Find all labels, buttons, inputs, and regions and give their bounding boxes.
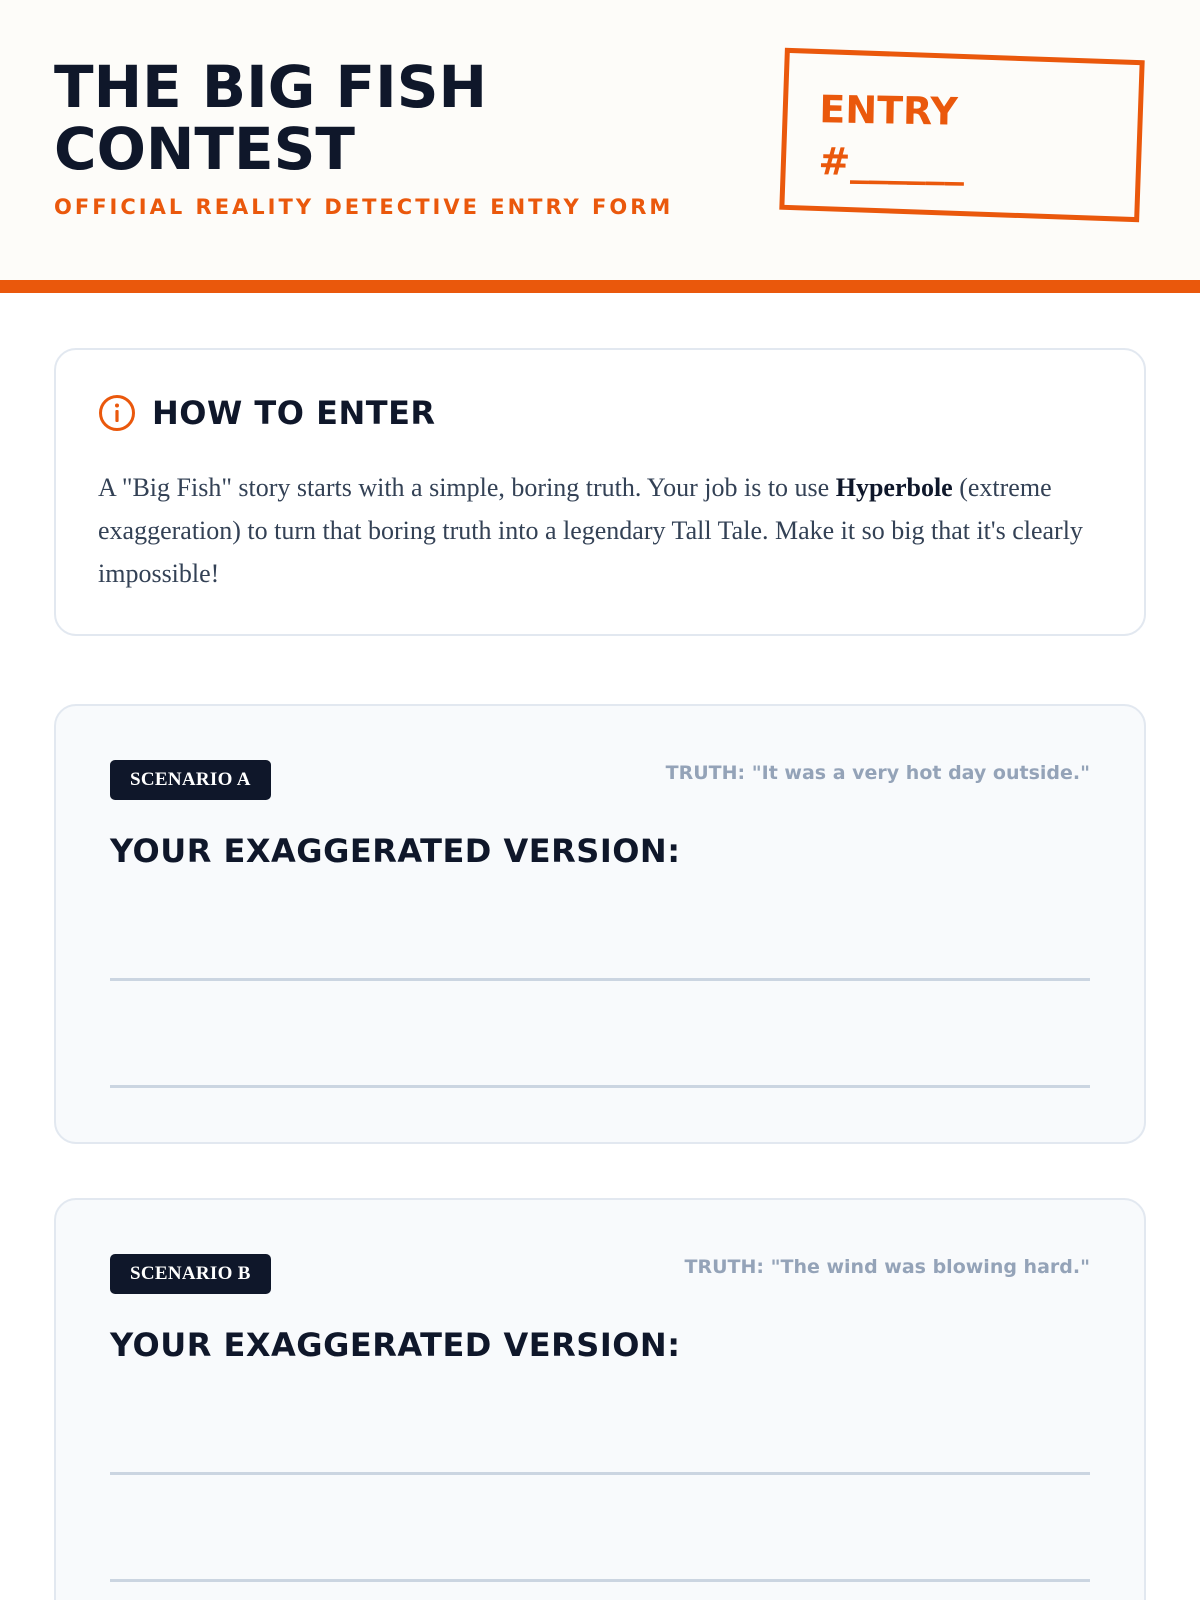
truth-statement: TRUTH: "The wind was blowing hard.": [684, 1256, 1090, 1278]
how-to-enter-heading: HOW TO ENTER: [152, 394, 436, 432]
page-title: [54, 53, 614, 183]
how-to-enter-text: [98, 466, 1098, 595]
answer-line[interactable]: [110, 1472, 1090, 1475]
intro-text-end: (extreme exaggeration) to turn that boring truth into a legendary Tall Tale. Make it so big that it's clearly impossible!: [98, 473, 1083, 588]
page-header: [0, 0, 1200, 280]
scenario-badge: SCENARIO B: [110, 1254, 271, 1294]
scenario-b-card: [54, 1198, 1146, 1600]
entry-number-stamp: [779, 48, 1144, 222]
info-icon: [98, 394, 136, 432]
title-line-1: THE BIG FISH: [54, 53, 488, 121]
answer-line[interactable]: [110, 1085, 1090, 1088]
exaggerated-version-label: YOUR EXAGGERATED VERSION:: [110, 832, 681, 870]
intro-keyword: Hyperbole: [835, 473, 953, 502]
exaggerated-version-label: YOUR EXAGGERATED VERSION:: [110, 1326, 681, 1364]
entry-number-blank: #______: [818, 139, 965, 186]
answer-line[interactable]: [110, 978, 1090, 981]
page-subtitle: OFFICIAL REALITY DETECTIVE ENTRY FORM: [54, 195, 674, 219]
stamp-label: ENTRY: [818, 87, 959, 134]
title-line-2: CONTEST: [54, 115, 355, 183]
truth-statement: TRUTH: "It was a very hot day outside.": [665, 762, 1090, 784]
how-to-enter-card: [54, 348, 1146, 636]
scenario-badge: SCENARIO A: [110, 760, 271, 800]
intro-text-start: A "Big Fish" story starts with a simple, boring truth. Your job is to use: [98, 473, 836, 502]
answer-line[interactable]: [110, 1579, 1090, 1582]
scenario-a-card: [54, 704, 1146, 1144]
header-divider: [0, 280, 1200, 293]
